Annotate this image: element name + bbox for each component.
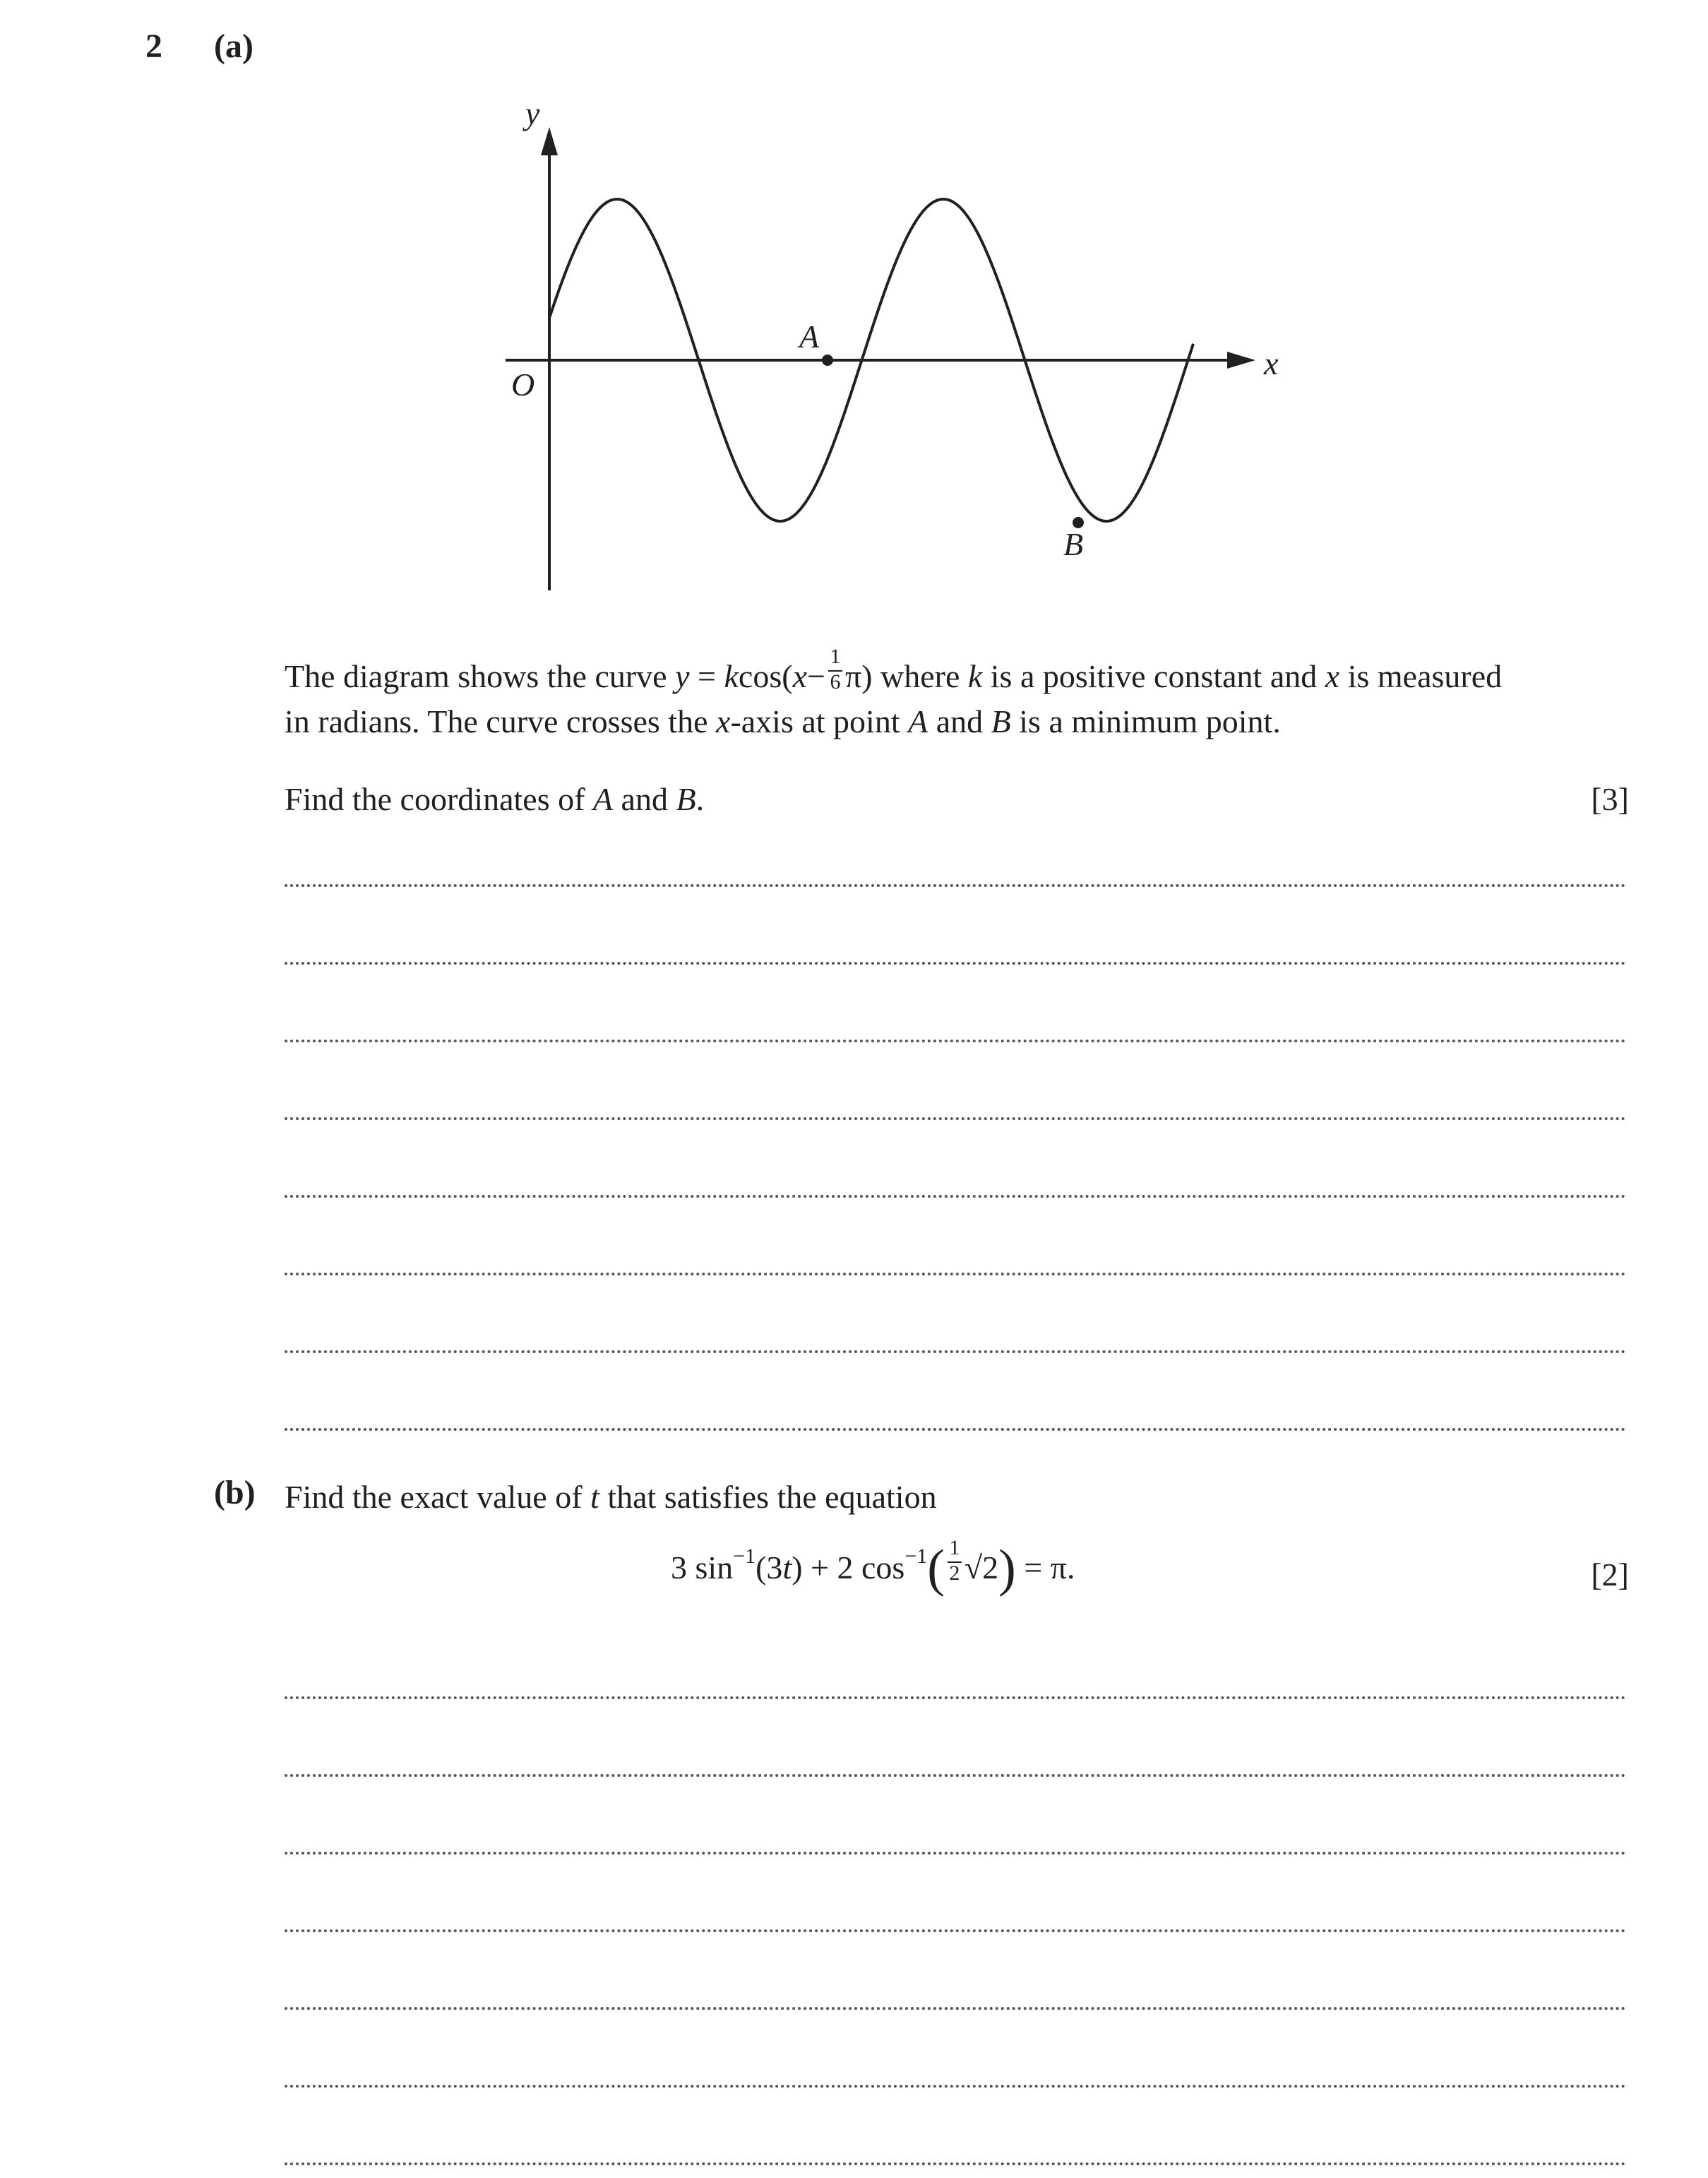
part-b-instruction: Find the exact value of t that satisfies the equation: [285, 1479, 937, 1515]
part-a-label: (a): [214, 28, 253, 65]
answer-line[interactable]: [285, 1195, 1626, 1198]
answer-line[interactable]: [285, 2162, 1626, 2165]
part-a-instruction: Find the coordinates of A and B.: [285, 781, 705, 817]
part-a-description-line-2: in radians. The curve crosses the x-axis at point A and B is a minimum point.: [285, 703, 1281, 739]
part-b-equation: 3 $\sin^{-1}(3t) + 2$ $\cos^{-1}$( $\frac{1}{2}$ √2) = π.: [671, 1536, 1075, 1597]
eq-fraction-one-half: $\frac{1}{2}$: [947, 1554, 962, 1583]
answer-line[interactable]: [285, 1117, 1626, 1120]
point-a-label: A: [799, 319, 820, 355]
part-b-marks: [2]: [1591, 1557, 1629, 1593]
part-a-marks: [3]: [1591, 781, 1629, 817]
answer-line[interactable]: [285, 2085, 1626, 2088]
answer-line[interactable]: [285, 2007, 1626, 2010]
answer-line[interactable]: [285, 1350, 1626, 1353]
eq-y: y: [675, 658, 690, 694]
answer-line[interactable]: [285, 1040, 1626, 1042]
sqrt-two: √2: [964, 1549, 999, 1585]
x-axis-label: x: [1264, 345, 1279, 381]
answer-line[interactable]: [285, 1929, 1626, 1932]
answer-line[interactable]: [285, 1774, 1626, 1777]
y-axis-label: y: [525, 99, 540, 131]
answer-line[interactable]: [285, 1696, 1626, 1699]
eq-k: k: [724, 658, 739, 694]
answer-line[interactable]: [285, 1852, 1626, 1855]
x-axis-arrow-icon: [1227, 352, 1255, 369]
part-a-description-line-1: The diagram shows the curve y = kcos(x− $\frac{1}{6}$ π) where k is a positive constant and x is measured: [285, 645, 1503, 694]
answer-line[interactable]: [285, 1428, 1626, 1431]
question-number: 2: [145, 28, 162, 65]
eq-fraction-one-sixth: $\frac{1}{6}$: [828, 663, 843, 691]
answer-line[interactable]: [285, 962, 1626, 965]
point-a-marker: [822, 355, 833, 366]
answer-line[interactable]: [285, 1273, 1626, 1275]
point-b-label: B: [1063, 526, 1084, 562]
answer-line[interactable]: [285, 884, 1626, 887]
x-axis: [506, 352, 1255, 369]
curve-diagram: [480, 99, 1292, 607]
origin-label: O: [511, 367, 535, 403]
part-b-label: (b): [214, 1474, 256, 1511]
y-axis-arrow-icon: [541, 127, 558, 155]
